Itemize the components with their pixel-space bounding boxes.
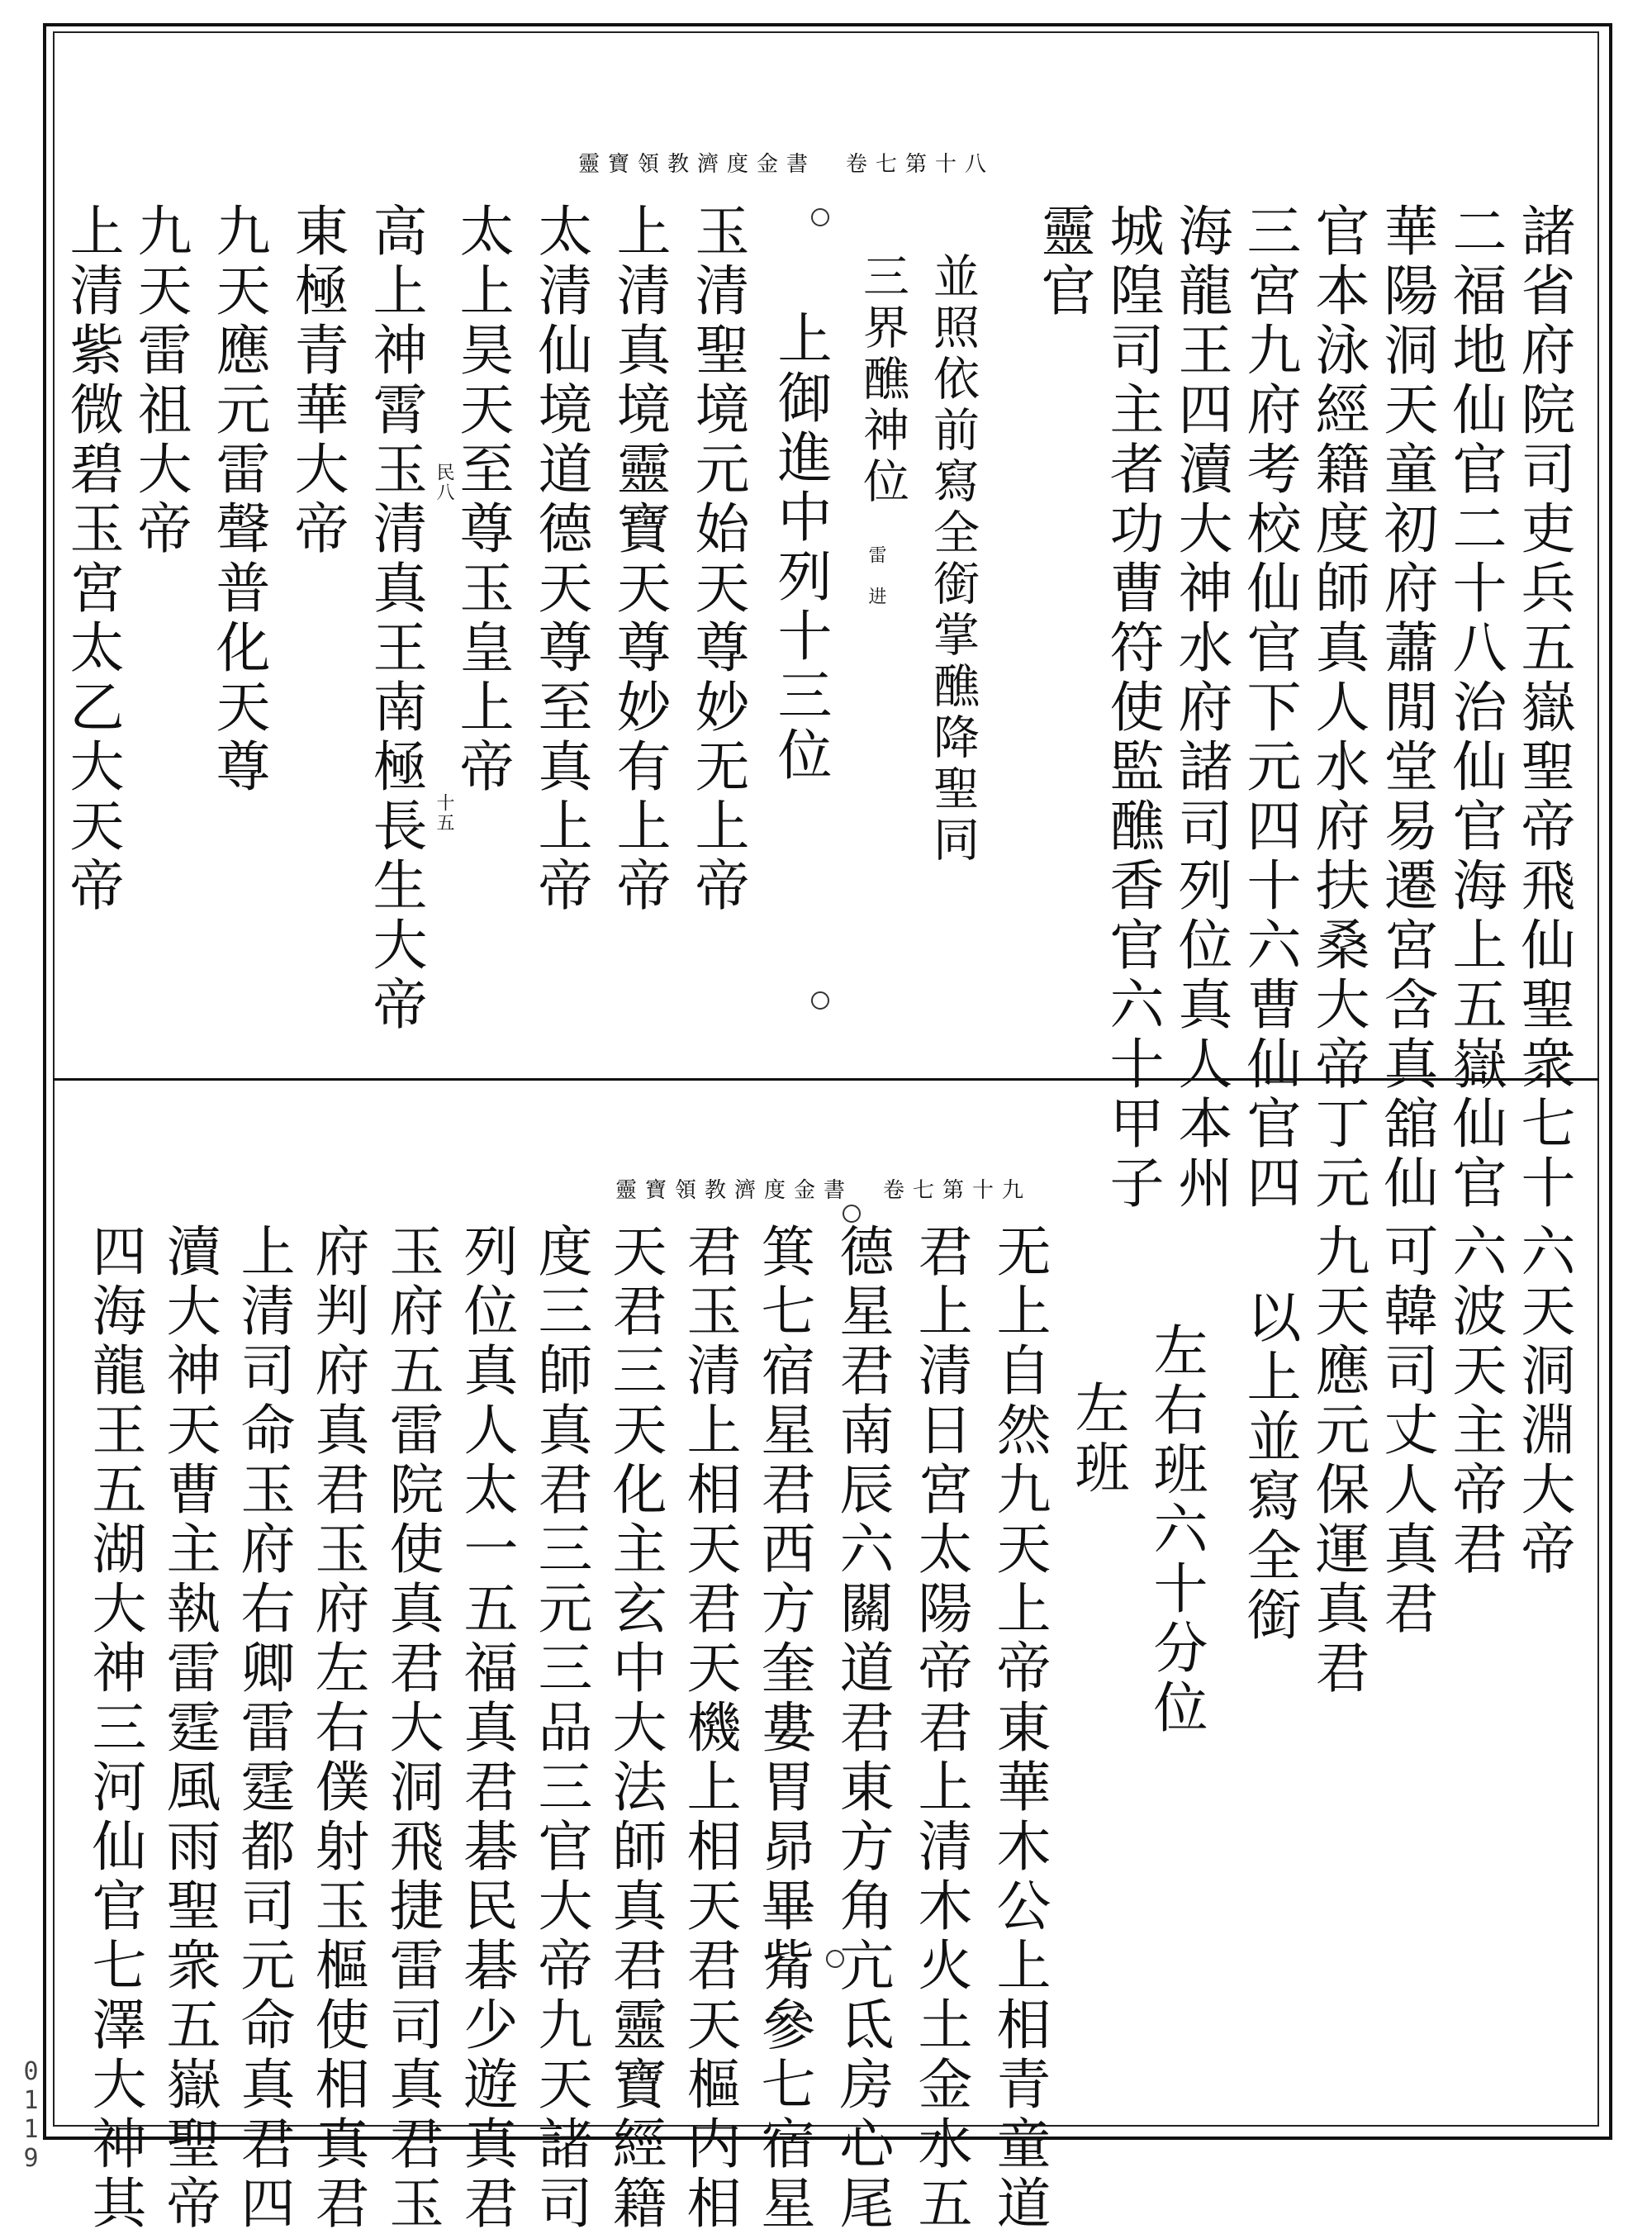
top-note-2: 进 (866, 587, 886, 606)
bottom-column-3: 可韓司丈人真君 (1374, 1223, 1438, 1639)
top-column-14: 太清仙境道德天尊至真上帝 (529, 202, 592, 916)
page-number: 0119 (17, 2057, 45, 2173)
bottom-column-14: 度三師真君三元三品三官大帝九天諸司 (529, 1223, 592, 2234)
binding-hole-circle (811, 208, 829, 226)
top-column-16: 高上神霄玉清真王南極長生大帝 (363, 202, 427, 1035)
bottom-column-15: 列位真人太一五福真君碁民碁少遊真君 (454, 1223, 518, 2234)
top-column-20: 上清紫微碧玉宮太乙大天帝 (60, 202, 124, 916)
bottom-column-12: 君玉清上相天君天機上相天君天樞内相 (677, 1223, 741, 2234)
top-column-5: 三宮九府考校仙官下元四十六曹仙官四 (1237, 202, 1301, 1214)
bottom-column-19: 瀆大神天曹主執雷霆風雨聖衆五嶽聖帝 (157, 1223, 221, 2234)
bottom-column-13: 天君三天化主玄中大法師真君靈寶經籍 (603, 1223, 667, 2234)
bottom-column-6: 左右班六十分位 (1144, 1322, 1208, 1738)
bottom-column-9: 君上清日宮太陽帝君上清木火土金水五 (909, 1223, 972, 2234)
bottom-column-7: 左班 (1066, 1380, 1129, 1499)
binding-hole-circle (843, 1205, 861, 1223)
top-column-1: 諸省府院司吏兵五嶽聖帝飛仙聖衆七十 (1512, 202, 1575, 1214)
top-column-8: 靈官 (1032, 202, 1095, 321)
binding-hole-circle (811, 991, 829, 1010)
bottom-column-10: 德星君南辰六關道君東方角亢氐房心尾 (830, 1223, 894, 2234)
bottom-column-5: 以上並寫全銜 (1237, 1289, 1301, 1646)
top-column-13: 上清真境靈寶天尊妙有上帝 (607, 202, 671, 916)
bottom-column-20: 四海龍王五湖大神三河仙官七澤大神其 (83, 1223, 146, 2234)
bottom-column-18: 上清司命玉府右卿雷霆都司元命真君四 (231, 1223, 295, 2234)
top-column-18: 九天應元雷聲普化天尊 (206, 202, 270, 797)
bottom-column-2: 六波天主帝君 (1443, 1223, 1507, 1580)
top-column-17: 東極青華大帝 (285, 202, 349, 559)
top-column-10: 三界醮神位 (856, 252, 909, 508)
top-column-12: 玉清聖境元始天尊妙无上帝 (686, 202, 749, 916)
top-column-4: 官本泳經籍度師真人水府扶桑大帝丁元 (1306, 202, 1370, 1214)
top-column-11: 上御進中列十三位 (768, 310, 832, 786)
bottom-column-4: 九天應元保運真君 (1306, 1223, 1370, 1699)
bottom-column-11: 箕七宿星君西方奎婁胃昴畢觜參七宿星 (752, 1223, 815, 2234)
binding-hole-circle (826, 1950, 844, 1968)
top-column-3: 華陽洞天童初府蕭閒堂易遷宮含真舘仙 (1374, 202, 1438, 1214)
top-column-2: 二福地仙官二十八治仙官海上五嶽仙官 (1443, 202, 1507, 1214)
top-page-header: 靈寶領教濟度金書 卷七第十八 (578, 152, 995, 177)
top-column-6: 海龍王四瀆大神水府諸司列位真人本州 (1169, 202, 1232, 1214)
top-column-9: 並照依前寫全銜掌醮降聖同 (926, 252, 980, 867)
bottom-column-1: 六天洞淵大帝 (1512, 1223, 1575, 1580)
bottom-column-16: 玉府五雷院使真君大洞飛捷雷司真君玉 (380, 1223, 444, 2234)
top-column-15: 太上昊天至尊玉皇上帝 (450, 202, 514, 797)
top-note-4: 十五 (434, 793, 454, 833)
bottom-column-17: 府判府真君玉府左右僕射玉樞使相真君 (306, 1223, 369, 2234)
top-column-7: 城隍司主者功曹符使監醮香官六十甲子 (1100, 202, 1164, 1214)
bottom-column-8: 无上自然九天上帝東華木公上相青童道 (987, 1223, 1051, 2234)
bottom-page-header: 靈寶領教濟度金書 卷七第十九 (615, 1178, 1032, 1203)
top-note-3: 民八 (434, 463, 454, 502)
top-note-1: 雷 (866, 545, 886, 565)
top-column-19: 九天雷祖大帝 (128, 202, 192, 559)
